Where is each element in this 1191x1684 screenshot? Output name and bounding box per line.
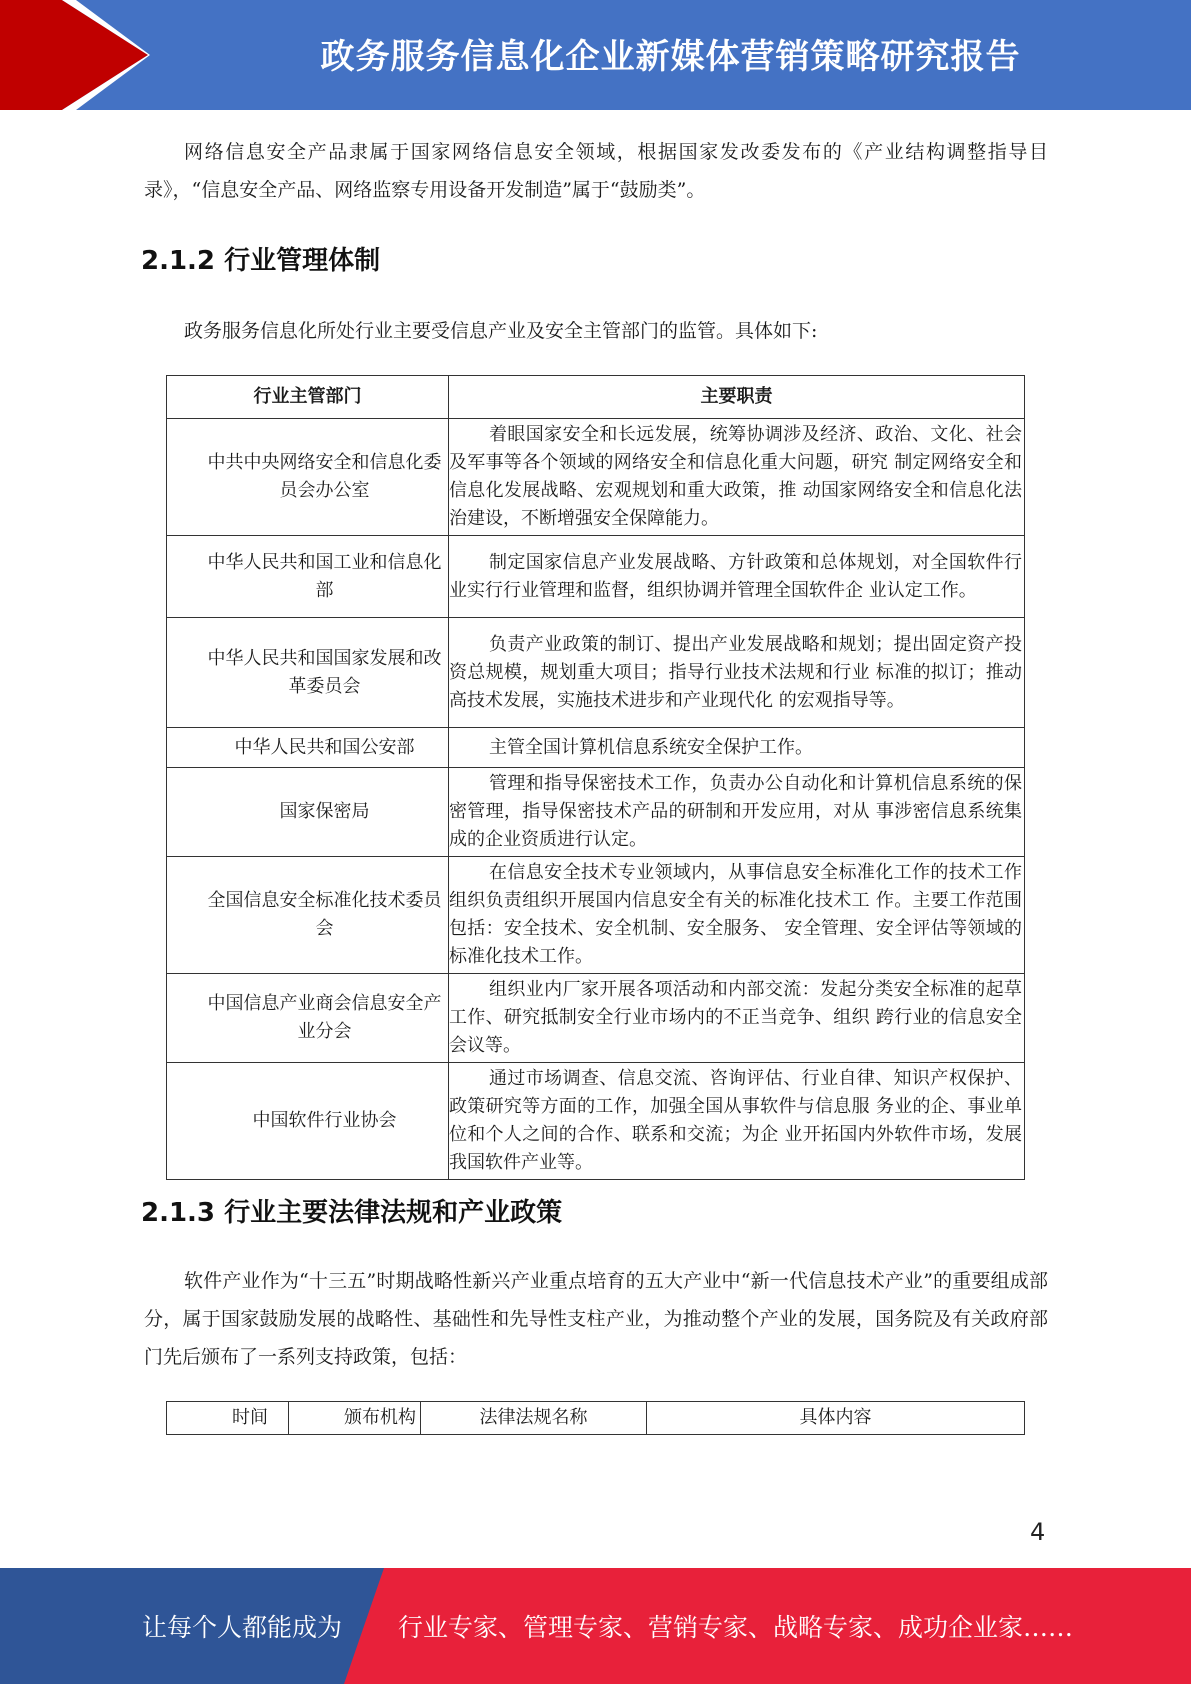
dept-cell: 中共中央网络安全和信息化委员会办公室 xyxy=(167,419,449,536)
dept-cell: 中华人民共和国公安部 xyxy=(167,728,449,768)
dept-cell: 中华人民共和国国家发展和改革委员会 xyxy=(167,618,449,728)
duty-cell: 管理和指导保密技术工作，负责办公自动化和计算机信息系统的保密管理，指导保密技术产品的研制和开发应用，对从 事涉密信息系统集成的企业资质进行认定。 xyxy=(449,768,1025,857)
table-row xyxy=(167,1063,1025,1180)
table-row xyxy=(167,419,1025,536)
table-row xyxy=(167,974,1025,1063)
policy-table-clip xyxy=(160,1398,1032,1444)
dept-cell: 国家保密局 xyxy=(167,768,449,857)
table-row xyxy=(167,618,1025,728)
dept-cell: 全国信息安全标准化技术委员会 xyxy=(167,857,449,974)
table-header-cell: 法律法规名称 xyxy=(421,1402,647,1435)
duty-cell: 主管全国计算机信息系统安全保护工作。 xyxy=(449,728,1025,768)
table-row xyxy=(167,768,1025,857)
duty-cell: 着眼国家安全和长远发展，统筹协调涉及经济、政治、文化、社会及军事等各个领域的网络安全和信息化重大问题，研究 制定网络安全和信息化发展战略、宏观规划和重大政策，推 动国家网络安全和信息化法治建设，不断增强安全保障能力。 xyxy=(449,419,1025,536)
regulator-table xyxy=(166,375,1025,1180)
section-2-1-2-paragraph: 政务服务信息化所处行业主要受信息产业及安全主管部门的监管。具体如下: xyxy=(184,320,818,342)
intro-paragraph: 网络信息安全产品隶属于国家网络信息安全领域，根据国家发改委发布的《产业结构调整指导目录》，“信息安全产品、网络监察专用设备开发制造”属于“鼓励类”。 xyxy=(144,141,1048,201)
section-heading-2-1-2: 2.1.2 行业管理体制 xyxy=(141,246,381,276)
dept-cell: 中国软件行业协会 xyxy=(167,1063,449,1180)
dept-cell: 中国信息产业商会信息安全产业分会 xyxy=(167,974,449,1063)
table-row xyxy=(167,536,1025,618)
duty-cell: 通过市场调查、信息交流、咨询评估、行业自律、知识产权保护、政策研究等方面的工作，加强全国从事软件与信息服 务业的企、事业单位和个人之间的合作、联系和交流；为企 业开拓国内外软件市场，发展我国软件产业等。 xyxy=(449,1063,1025,1180)
section-2-1-3-paragraph: 软件产业作为“十三五”时期战略性新兴产业重点培育的五大产业中“新一代信息技术产业”的重要组成部分，属于国家鼓励发展的战略性、基础性和先导性支柱产业，为推动整个产业的发展，国务院及有关政府部门先后颁布了一系列支持政策，包括： xyxy=(144,1270,1048,1368)
duty-cell: 组织业内厂家开展各项活动和内部交流：发起分类安全标准的起草工作、研究抵制安全行业市场内的不正当竞争、组织 跨行业的信息安全会议等。 xyxy=(449,974,1025,1063)
page-title: 政务服务信息化企业新媒体营销策略研究报告 xyxy=(320,36,1021,77)
table-row xyxy=(167,857,1025,974)
table-header-cell: 颁布机构 xyxy=(289,1402,421,1435)
section-heading-2-1-3: 2.1.3 行业主要法律法规和产业政策 xyxy=(141,1198,563,1228)
table-header-cell: 时间 xyxy=(167,1402,289,1435)
duty-cell: 负责产业政策的制订、提出产业发展战略和规划；提出固定资产投资总规模，规划重大项目；指导行业技术法规和行业 标准的拟订；推动高技术发展，实施技术进步和产业现代化 的宏观指导等。 xyxy=(449,618,1025,728)
table-header-cell: 主要职责 xyxy=(449,376,1025,419)
duty-cell: 制定国家信息产业发展战略、方针政策和总体规划，对全国软件行业实行行业管理和监督，组织协调并管理全国软件企 业认定工作。 xyxy=(449,536,1025,618)
table-header-cell: 具体内容 xyxy=(647,1402,1025,1435)
dept-cell: 中华人民共和国工业和信息化部 xyxy=(167,536,449,618)
table-header-row xyxy=(167,376,1025,419)
header-arrow-graphic xyxy=(0,0,150,110)
header-banner xyxy=(0,0,1191,110)
footer-slogan-left: 让每个人都能成为 xyxy=(142,1613,343,1642)
footer-slogan-right: 行业专家、管理专家、营销专家、战略专家、成功企业家…… xyxy=(398,1613,1074,1642)
duty-cell: 在信息安全技术专业领域内，从事信息安全标准化工作的技术工作组织负责组织开展国内信息安全有关的标准化技术工 作。主要工作范围包括：安全技术、安全机制、安全服务、 安全管理、安全评估等领域的标准化技术工作。 xyxy=(449,857,1025,974)
page-number: 4 xyxy=(1030,1518,1046,1546)
table-header-row xyxy=(167,1402,1025,1435)
table-header-cell: 行业主管部门 xyxy=(167,376,449,419)
table-row xyxy=(167,728,1025,768)
footer-banner xyxy=(0,1568,1191,1684)
policy-table xyxy=(166,1401,1025,1435)
